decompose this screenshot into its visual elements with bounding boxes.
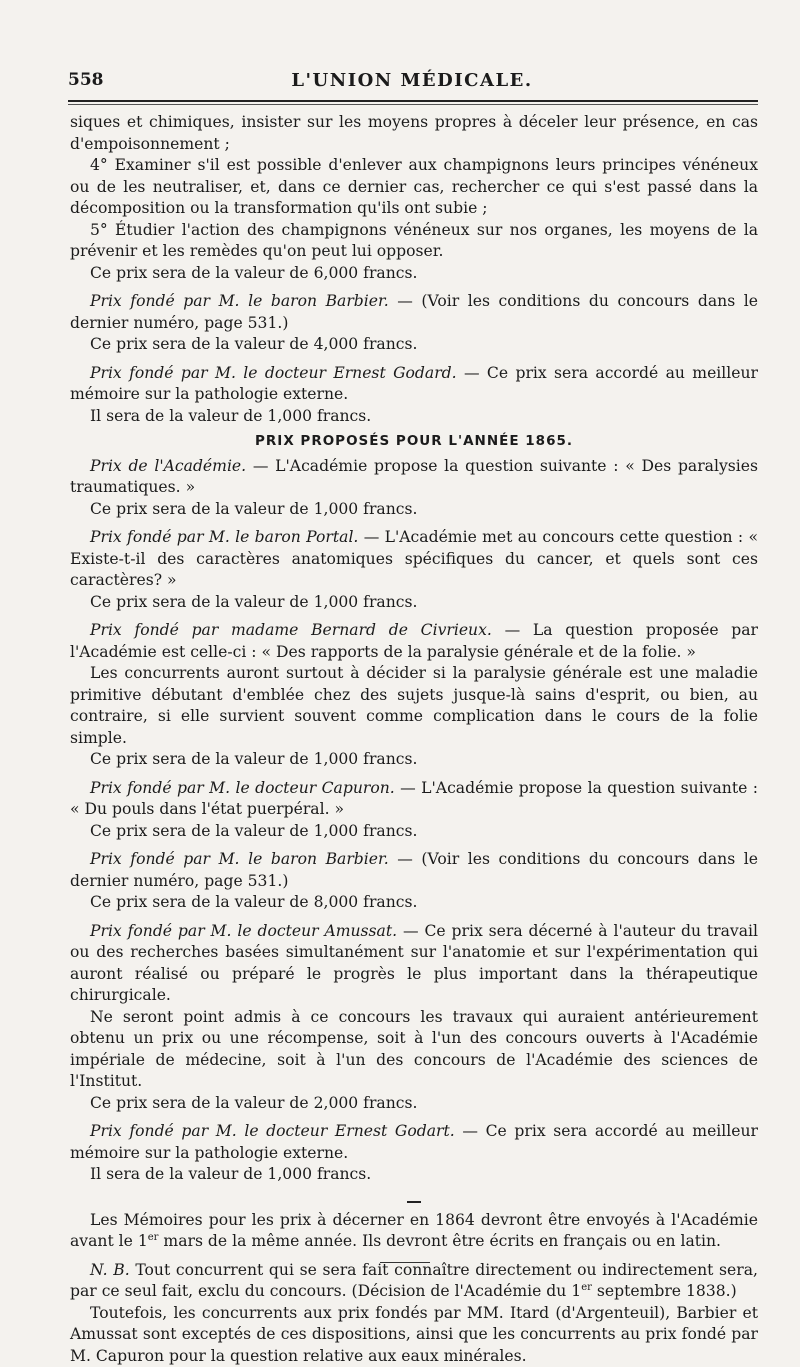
prize-founder: Prix fondé par M. le docteur Capuron. [90,779,395,797]
paragraph: Toutefois, les concurrents aux prix fondés par MM. Itard (d'Argenteuil), Barbier et Amussat sont exceptés de ces dispositions, ainsi que les concurrents au prix fondé par M. Capuron pour la question relative aux eaux minérales. [70,1303,758,1367]
paragraph: Prix fondé par madame Bernard de Civrieux. — La question proposée par l'Académie est celle-ci : « Des rapports de la paralysie générale et de la folie. » [70,620,758,663]
prize-founder: Prix fondé par M. le docteur Amussat. [90,922,397,940]
prize-founder: Prix fondé par M. le baron Barbier. [90,292,389,310]
prize-value: Il sera de la valeur de 1,000 francs. [70,1164,758,1186]
page-header [68,70,756,96]
prize-value: Ce prix sera de la valeur de 1,000 francs. [70,592,758,614]
prize-value: Ce prix sera de la valeur de 2,000 francs. [70,1093,758,1115]
nota-bene: N. B. [90,1261,130,1279]
running-title: L'UNION MÉDICALE. [68,70,756,91]
paragraph: 5° Étudier l'action des champignons vénéneux sur nos organes, les moyens de la prévenir et les remèdes qu'on peut lui opposer. [70,220,758,263]
prize-founder: Prix fondé par M. le baron Barbier. [90,850,389,868]
paragraph: Prix fondé par M. le baron Barbier. — (Voir les conditions du concours dans le dernier numéro, page 531.) [70,291,758,334]
page-number: 558 [68,70,104,90]
prize-founder: Prix fondé par madame Bernard de Civrieux. [90,621,492,639]
prize-founder: Prix fondé par M. le docteur Ernest Godart. [90,1122,455,1140]
prize-value: Ce prix sera de la valeur de 6,000 francs. [70,263,758,285]
prize-value: Ce prix sera de la valeur de 8,000 francs. [70,892,758,914]
prize-value: Ce prix sera de la valeur de 1,000 francs. [70,821,758,843]
paragraph: Les Mémoires pour les prix à décerner en 1864 devront être envoyés à l'Académie avant le 1er mars de la même année. Ils devront être écrits en français ou en latin. [70,1210,758,1253]
prize-founder: Prix fondé par M. le docteur Ernest Godard. [90,364,457,382]
paragraph: Prix de l'Académie. — L'Académie propose la question suivante : « Des paralysies traumatiques. » [70,456,758,499]
prize-founder: Prix fondé par M. le baron Portal. [90,528,358,546]
section-title: PRIX PROPOSÉS POUR L'ANNÉE 1865. [70,431,758,453]
article-body [70,112,758,1367]
paragraph: Prix fondé par M. le baron Portal. — L'Académie met au concours cette question : « Existe-t-il des caractères anatomiques spécifiques du cancer, et quels sont ces caractères? » [70,527,758,592]
paragraph: Prix fondé par M. le baron Barbier. — (Voir les conditions du concours dans le dernier numéro, page 531.) [70,849,758,892]
header-rule [68,100,758,102]
paragraph: 4° Examiner s'il est possible d'enlever aux champignons leurs principes vénéneux ou de les neutraliser, et, dans ce dernier cas, rechercher ce qui s'est passé dans la décomposition ou la transformation qu'ils ont subie ; [70,155,758,220]
paragraph: Prix fondé par M. le docteur Capuron. — L'Académie propose la question suivante : « Du pouls dans l'état puerpéral. » [70,778,758,821]
paragraph: Prix fondé par M. le docteur Ernest Godard. — Ce prix sera accordé au meilleur mémoire sur la pathologie externe. [70,363,758,406]
header-rule-thin [68,104,758,105]
paragraph: N. B. Tout concurrent qui se sera fait connaître directement ou indirectement sera, par ce seul fait, exclu du concours. (Décision de l'Académie du 1er septembre 1838.) [70,1260,758,1303]
prize-value: Il sera de la valeur de 1,000 francs. [70,406,758,428]
paragraph: Prix fondé par M. le docteur Amussat. — Ce prix sera décerné à l'auteur du travail ou des recherches basées simultanément sur l'anatomie et sur l'expérimentation qui auront réalisé ou préparé le progrès le plus important dans la thérapeutique chirurgicale. [70,921,758,1007]
prize-value: Ce prix sera de la valeur de 1,000 francs. [70,499,758,521]
paragraph: Les concurrents auront surtout à décider si la paralysie générale est une maladie primitive débutant d'emblée chez des sujets jusque-là sains d'esprit, ou bien, au contraire, si elle survient souvent comme complication dans le cours de la folie simple. [70,663,758,749]
prize-founder: Prix de l'Académie. [90,457,246,475]
paragraph: siques et chimiques, insister sur les moyens propres à déceler leur présence, en cas d'empoisonnement ; [70,112,758,155]
paragraph: Ne seront point admis à ce concours les travaux qui auraient antérieurement obtenu un prix ou une récompense, soit à l'un des concours ouverts à l'Académie impériale de médecine, soit à l'un des concours de l'Académie des sciences de l'Institut. [70,1007,758,1093]
prize-value: Ce prix sera de la valeur de 4,000 francs. [70,334,758,356]
separator-dash [70,1194,758,1208]
end-rule [380,1262,430,1263]
paragraph: Prix fondé par M. le docteur Ernest Godart. — Ce prix sera accordé au meilleur mémoire sur la pathologie externe. [70,1121,758,1164]
prize-value: Ce prix sera de la valeur de 1,000 francs. [70,749,758,771]
